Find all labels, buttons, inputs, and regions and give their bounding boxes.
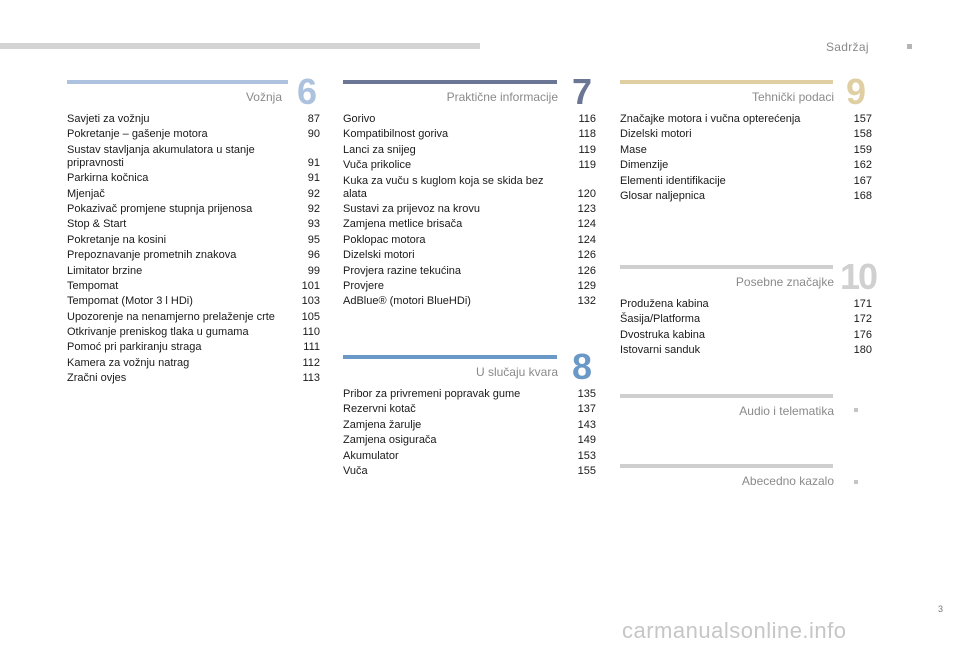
toc-entry-page: 91 [307,156,320,169]
toc-entry-page: 92 [307,187,320,200]
toc-entry-page: 149 [577,434,596,447]
entry-list [343,388,596,480]
toc-entry[interactable] [67,326,320,339]
toc-entry-title: Mjenjač [67,187,105,200]
toc-entry-title: Zamjena žarulje [343,418,422,431]
toc-entry[interactable] [343,265,596,278]
section-marker-square [854,480,858,484]
toc-entry-page: 143 [577,418,596,431]
toc-entry[interactable] [67,188,320,201]
toc-entry-title: Produžena kabina [620,298,709,310]
toc-entry-title: Pokazivač promjene stupnja prijenosa [67,202,253,215]
toc-entry-page: 158 [853,128,872,141]
toc-entry[interactable] [343,388,596,401]
toc-entry[interactable] [620,144,872,157]
toc-entry[interactable] [67,234,320,247]
toc-entry-page: 112 [302,356,320,369]
toc-entry[interactable] [67,172,320,185]
toc-entry-title: Istovarni sanduk [620,344,701,357]
toc-entry-title: AdBlue® (motori BlueHDi) [343,295,471,308]
toc-entry-title: Dizelski motori [620,128,692,141]
toc-entry-page: 162 [853,159,872,172]
toc-entry-page: 119 [578,159,596,172]
toc-entry[interactable] [67,265,320,278]
toc-entry-title: Dvostruka kabina [620,328,705,341]
toc-entry-page: 180 [853,344,872,357]
toc-entry[interactable] [343,280,596,293]
toc-entry[interactable] [620,113,872,126]
toc-entry-title: Lanci za snijeg [343,143,416,156]
toc-entry-title: Mase [620,143,647,156]
section-title: Praktične informacije [446,90,558,104]
toc-entry-page: 171 [853,298,872,310]
toc-entry-title: Pokretanje na kosini [67,233,167,246]
toc-entry-page: 126 [577,264,596,277]
toc-entry[interactable] [343,249,596,262]
toc-entry-page: 90 [307,128,320,141]
section-title: Vožnja [245,90,282,104]
toc-entry-page: 168 [853,189,872,202]
toc-entry-title: Zračni ovjes [67,372,127,385]
toc-entry-page: 119 [578,143,596,156]
toc-entry-page: 129 [577,279,596,292]
toc-entry-page: 120 [577,187,596,200]
toc-entry[interactable] [343,203,596,216]
toc-entry[interactable] [343,218,596,231]
section-title: Tehnički podaci [751,90,834,104]
toc-entry[interactable] [67,341,320,354]
toc-entry-page: 91 [307,172,320,185]
toc-entry[interactable] [343,144,596,157]
toc-entry[interactable] [620,159,872,172]
toc-entry-title: Kuka za vuču s kuglom koja se skida bez alata [343,174,544,200]
toc-entry-title: Značajke motora i vučna opterećenja [620,113,801,125]
toc-entry[interactable] [67,280,320,293]
watermark-text: carmanualsonline.info [622,618,847,643]
toc-entry[interactable] [67,113,320,126]
toc-entry-title: Pokretanje – gašenje motora [67,128,208,141]
toc-entry-title: Vuča prikolice [343,159,412,172]
toc-entry[interactable] [620,128,872,141]
toc-entry[interactable] [67,311,320,324]
toc-entry[interactable] [67,357,320,370]
toc-entry-title: Vuča [343,464,368,477]
toc-entry-title: Zamjena metlice brisača [343,218,463,231]
toc-entry-title: Provjera razine tekućina [343,264,462,277]
toc-entry-page: 99 [307,264,320,277]
toc-entry-title: Zamjena osigurača [343,434,437,447]
toc-entry[interactable] [67,144,320,170]
toc-entry-title: Parkirna kočnica [67,172,149,185]
toc-entry-page: 118 [578,128,596,141]
toc-entry-title: Stop & Start [67,218,127,231]
toc-entry[interactable] [620,313,872,326]
toc-entry[interactable] [620,190,872,203]
toc-entry[interactable] [343,295,596,308]
toc-entry-page: 155 [577,464,596,477]
toc-entry-title: Elementi identifikacije [620,174,726,187]
toc-entry-page: 105 [301,310,320,323]
toc-entry[interactable] [343,419,596,432]
toc-entry-title: Dizelski motori [343,249,415,262]
section-bar [620,265,833,269]
toc-entry[interactable] [67,295,320,308]
toc-entry[interactable] [343,450,596,463]
toc-entry-title: Savjeti za vožnju [67,113,150,125]
toc-entry[interactable] [343,234,596,247]
toc-entry-page: 95 [307,233,320,246]
entry-list [620,298,872,360]
toc-entry-page: 135 [577,388,596,400]
toc-entry-title: Dimenzije [620,159,669,172]
toc-entry-title: Tempomat [67,279,119,292]
toc-entry-title: Tempomat (Motor 3 l HDi) [67,295,193,308]
toc-entry-page: 176 [853,328,872,341]
section-number: 10 [840,256,877,297]
toc-entry[interactable] [620,344,872,357]
toc-entry-title: Gorivo [343,113,376,125]
entry-list [620,113,872,205]
toc-entry-page: 101 [301,279,320,292]
toc-entry-title: Poklopac motora [343,233,426,246]
toc-entry[interactable] [343,465,596,478]
section-number: 6 [297,71,318,112]
toc-entry-page: 96 [307,249,320,262]
toc-entry-title: Šasija/Platforma [620,313,701,326]
toc-entry[interactable] [343,403,596,416]
section-bar [620,80,833,84]
toc-entry[interactable] [620,175,872,188]
toc-entry-page: 124 [577,218,596,231]
section-title: Posebne značajke [735,275,834,289]
toc-entry[interactable] [343,113,596,126]
section-marker-square [854,408,858,412]
section-title: U slučaju kvara [475,365,558,379]
toc-entry-title: Provjere [343,279,384,292]
top-progress-bar [0,43,480,49]
section-title: Abecedno kazalo [741,474,834,488]
toc-entry[interactable] [620,329,872,342]
toc-entry-page: 116 [578,113,596,125]
toc-entry[interactable] [343,175,596,201]
toc-entry-title: Prepoznavanje prometnih znakova [67,249,237,262]
toc-entry-page: 93 [307,218,320,231]
toc-entry-page: 124 [577,233,596,246]
toc-entry-page: 110 [302,326,320,339]
toc-entry-title: Limitator brzine [67,264,143,277]
toc-entry-page: 132 [577,295,596,308]
section-bar [343,355,557,359]
toc-entry-title: Glosar naljepnica [620,189,705,202]
entry-list [343,113,596,311]
toc-entry-title: Otkrivanje preniskog tlaka u gumama [67,326,249,339]
toc-entry-title: Rezervni kotač [343,403,416,416]
toc-entry-title: Akumulator [343,449,399,462]
section-number: 8 [572,346,593,387]
toc-entry-page: 172 [853,313,872,326]
toc-entry[interactable] [343,434,596,447]
toc-entry-page: 123 [577,202,596,215]
toc-entry-title: Kamera za vožnju natrag [67,356,190,369]
toc-entry-page: 137 [577,403,596,416]
section-bar [67,80,288,84]
toc-entry[interactable] [67,372,320,385]
toc-entry-page: 159 [853,143,872,156]
toc-entry-title: Sustav stavljanja akumulatora u stanje pripravnosti [67,143,255,169]
section-bar [343,80,557,84]
section-number: 7 [572,71,593,112]
toc-entry-page: 167 [853,174,872,187]
toc-entry[interactable] [343,159,596,172]
header-contents-label: Sadržaj [826,40,869,54]
toc-entry-page: 126 [577,249,596,262]
section-number: 9 [846,71,867,112]
toc-entry[interactable] [67,203,320,216]
toc-entry-title: Pomoć pri parkiranju straga [67,341,202,354]
toc-entry-title: Sustavi za prijevoz na krovu [343,202,480,215]
section-bar [620,464,833,468]
toc-entry[interactable] [620,298,872,311]
toc-entry-page: 153 [577,449,596,462]
toc-entry-title: Kompatibilnost goriva [343,128,449,141]
header-square-icon [907,44,912,49]
toc-entry-title: Upozorenje na nenamjerno prelaženje crte [67,310,275,323]
toc-entry[interactable] [67,249,320,262]
toc-entry-page: 103 [301,295,320,308]
toc-entry[interactable] [343,128,596,141]
toc-entry[interactable] [67,128,320,141]
entry-list [67,113,320,388]
section-bar [620,394,833,398]
toc-entry-page: 113 [302,372,320,385]
toc-entry[interactable] [67,218,320,231]
toc-entry-page: 157 [853,113,872,125]
toc-entry-title: Pribor za privremeni popravak gume [343,388,521,400]
toc-entry-page: 87 [307,113,320,125]
page-number: 3 [938,604,944,614]
toc-entry-page: 92 [307,202,320,215]
toc-entry-page: 111 [303,341,320,354]
section-title: Audio i telematika [739,404,834,418]
